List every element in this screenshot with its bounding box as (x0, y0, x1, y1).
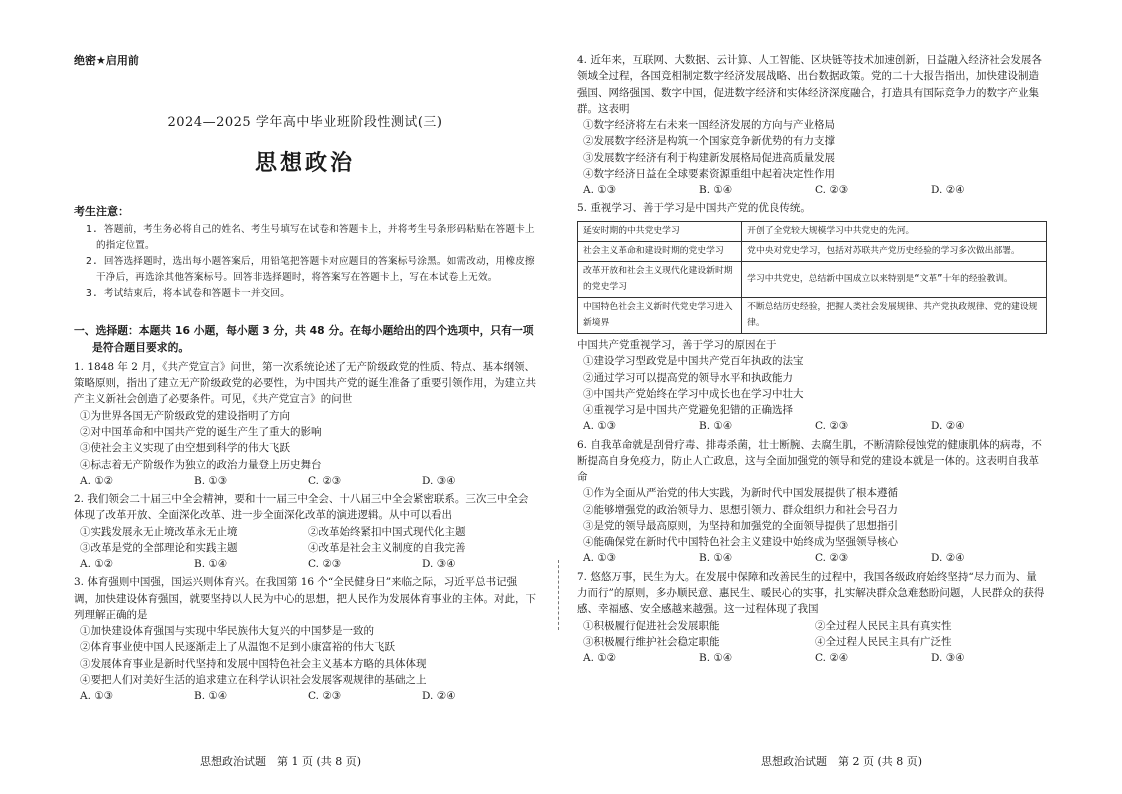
option: ④数字经济日益在全球要素资源重组中起着决定性作用 (583, 167, 835, 180)
choice-a: A. ①③ (583, 420, 617, 433)
confidential-label: 绝密★启用前 (74, 54, 139, 67)
option: ④改革是社会主义制度的自我完善 (308, 541, 466, 554)
choice-b: B. ①④ (699, 184, 733, 197)
table-cell: 延安时期的中共党史学习 (578, 221, 742, 241)
option: ②对中国革命和中国共产党的诞生产生了重大的影响 (80, 426, 322, 438)
question-2 (74, 491, 536, 572)
answer-choices (74, 556, 536, 572)
table-cell: 不断总结历史经验，把握人类社会发展规律、共产党执政规律、党的建设规律。 (742, 298, 1047, 334)
question-prompt: 中国共产党重视学习，善于学习的原因在于 (577, 339, 777, 351)
choice-b: B. ①④ (699, 420, 733, 433)
page-footer: 思想政治试题 第 1 页 (共 8 页) (199, 755, 362, 768)
choice-d: D. ③④ (931, 652, 965, 665)
question-7 (577, 569, 1047, 667)
note-item: 3. 考试结束后，将本试卷和答题卡一并交回。 (86, 287, 291, 299)
table-row (578, 262, 1047, 298)
table-row (578, 221, 1047, 241)
option: ①作为全面从严治党的伟大实践，为新时代中国发展提供了根本遵循 (583, 487, 898, 500)
option: ④要把人们对美好生活的追求建立在科学认识社会发展客观规律的基础之上 (80, 673, 427, 686)
choice-c: C. ②④ (815, 652, 849, 665)
note-item: 2. 回答选择题时，选出每小题答案后，用铅笔把答题卡对应题目的答案标号涂黑。如需改动，用橡皮擦干净后，再选涂其他答案标号。回答非选择题时，将答案写在答题卡上，写在本试卷上无效。 (86, 255, 535, 283)
option-row (577, 618, 1047, 634)
question-4 (577, 52, 1047, 198)
option-row (74, 540, 536, 556)
choice-c: C. ②③ (308, 474, 342, 487)
option: ③改革是党的全部理论和实践主题 (80, 541, 238, 554)
right-column (577, 50, 1047, 666)
table-cell: 学习中共党史，总结新中国成立以来特别是“文革”十年的经验教训。 (742, 262, 1047, 298)
section-heading: 一、选择题：本题共 16 小题，每小题 3 分，共 48 分。在每小题给出的四个选项中，只有一项是符合题目要求的。 (74, 324, 534, 355)
question-stem: 4. 近年来，互联网、大数据、云计算、人工智能、区块链等技术加速创新，日益融入经济社会发展各领域全过程，各国竞相制定数字经济发展战略、出台数据政策。党的二十大报告指出，加快建设制造强国、网络强国、数字中国，促进数字经济和实体经济深度融合，打造具有国际竞争力的数字产业集群。这表明 (577, 54, 1042, 115)
table-row (578, 298, 1047, 334)
question-stem: 1. 1848 年 2 月，《共产党宣言》问世，第一次系统论述了无产阶级政党的性质、特点、基本纲领、策略原则，指出了建立无产阶级政党的必要性，为中国共产党的诞生准备了重要引领作用，为建立共产主义新社会创造了必要条件。可见，《共产党宣言》的问世 (74, 360, 536, 406)
question-stem: 6. 自我革命就是刮骨疗毒、排毒杀菌，壮士断腕、去腐生肌，不断清除侵蚀党的健康肌体的病毒，不断提高自身免疫力，防止人亡政息，这与全面加强党的领导和党的建设本就是一体的。这表明自我革命 (577, 438, 1042, 484)
answer-choices (577, 550, 1047, 566)
table-cell: 社会主义革命和建设时期的党史学习 (578, 242, 742, 262)
notes-list (74, 222, 536, 301)
option: ③发展体育事业是新时代坚持和发展中国特色社会主义基本方略的具体体现 (80, 657, 427, 670)
choice-c: C. ②③ (308, 690, 342, 703)
option: ②能够增强党的政治领导力、思想引领力、群众组织力和社会号召力 (583, 503, 898, 516)
choice-c: C. ②③ (815, 420, 849, 433)
option: ②全过程人民民主具有真实性 (815, 619, 952, 632)
table-cell: 改革开放和社会主义现代化建设新时期的党史学习 (578, 262, 742, 298)
choice-d: D. ②④ (422, 690, 456, 703)
option-row (74, 524, 536, 540)
option: ④重视学习是中国共产党避免犯错的正确选择 (583, 404, 793, 417)
option-row (577, 634, 1047, 650)
answer-choices (74, 688, 536, 704)
choice-b: B. ①④ (699, 552, 733, 565)
option: ④全过程人民民主具有广泛性 (815, 635, 952, 648)
option: ②发展数字经济是构筑一个国家竞争新优势的有力支撑 (583, 135, 835, 148)
left-column (74, 50, 536, 705)
option: ①加快建设体育强国与实现中华民族伟大复兴的中国梦是一致的 (80, 625, 374, 638)
choice-d: D. ②④ (931, 184, 965, 197)
question-stem: 3. 体育强则中国强，国运兴则体育兴。在我国第 16 个“全民健身日”来临之际，习近平总书记强调，加快建设体育强国，就要坚持以人民为中心的思想，把人民作为发展体育事业的主体。对此，下列理解正确的是 (74, 576, 536, 621)
question-stem: 2. 我们领会二十届三中全会精神，要和十一届三中全会、十八届三中全会紧密联系。三次三中全会体现了改革开放、全面深化改革、进一步全面深化改革的演进逻辑。从中可以看出 (74, 493, 529, 522)
exam-title: 2024—2025 学年高中毕业班阶段性测试(三) (167, 115, 443, 131)
option: ②改革始终紧扣中国式现代化主题 (308, 525, 466, 538)
option: ③中国共产党始终在学习中成长也在学习中壮大 (583, 387, 804, 400)
option: ③使社会主义实现了由空想到科学的伟大飞跃 (80, 442, 290, 455)
question-stem: 5. 重视学习、善于学习是中国共产党的优良传统。 (577, 202, 811, 215)
choice-b: B. ①④ (699, 652, 733, 665)
choice-c: C. ②③ (308, 558, 342, 571)
question-6 (577, 437, 1047, 567)
option: ①数字经济将左右未来一国经济发展的方向与产业格局 (583, 119, 835, 132)
choice-a: A. ①③ (80, 690, 114, 703)
choice-b: B. ①④ (194, 558, 228, 571)
choice-a: A. ①③ (583, 184, 617, 197)
table-row (578, 242, 1047, 262)
choice-d: D. ③④ (422, 474, 456, 487)
option: ③积极履行维护社会稳定职能 (583, 635, 720, 648)
option: ①为世界各国无产阶级政党的建设指明了方向 (80, 409, 290, 422)
option: ①积极履行促进社会发展职能 (583, 619, 720, 632)
subject-title: 思想政治 (254, 151, 355, 177)
choice-a: A. ①② (80, 474, 114, 487)
option: ①实践发展永无止境改革永无止境 (80, 525, 238, 538)
option: ④标志着无产阶级作为独立的政治力量登上历史舞台 (80, 458, 322, 471)
choice-a: A. ①③ (583, 552, 617, 565)
answer-choices (577, 650, 1047, 666)
option: ①建设学习型政党是中国共产党百年执政的法宝 (583, 355, 804, 368)
option: ③是党的领导最高原则，为坚持和加强党的全面领导提供了思想指引 (583, 519, 898, 532)
notes-heading: 考生注意： (74, 205, 129, 219)
choice-c: C. ②③ (815, 552, 849, 565)
option: ②体育事业使中国人民逐渐走上了从温饱不足到小康富裕的伟大飞跃 (80, 641, 395, 654)
question-1 (74, 359, 536, 489)
right-page (561, 0, 1122, 794)
choice-d: D. ②④ (931, 420, 965, 433)
question-stem: 7. 悠悠万事，民生为大。在发展中保障和改善民生的过程中，我国各级政府始终坚持“尽力而为、量力而行”的原则，多办顺民意、惠民生、暖民心的实事，扎实解决群众急难愁盼问题，人民群众的获得感、幸福感、安全感越来越强。这一过程体现了我国 (577, 570, 1045, 616)
answer-choices (74, 473, 536, 489)
table-cell: 中国特色社会主义新时代党史学习进入新境界 (578, 298, 742, 334)
choice-b: B. ①③ (194, 474, 228, 487)
note-item: 1. 答题前，考生务必将自己的姓名、考生号填写在试卷和答题卡上，并将考生号条形码粘贴在答题卡上的指定位置。 (86, 224, 535, 252)
party-history-table (577, 221, 1047, 334)
answer-choices (577, 418, 1047, 434)
choice-a: A. ①② (583, 652, 617, 665)
question-3 (74, 574, 536, 704)
choice-d: D. ②④ (931, 552, 965, 565)
option: ②通过学习可以提高党的领导水平和执政能力 (583, 371, 793, 384)
page-divider (558, 560, 559, 630)
table-cell: 开创了全党较大规模学习中共党史的先河。 (742, 221, 1047, 241)
choice-d: D. ③④ (422, 558, 456, 571)
question-5 (577, 200, 1047, 434)
page-footer: 思想政治试题 第 2 页 (共 8 页) (760, 755, 923, 768)
answer-choices (577, 182, 1047, 198)
choice-c: C. ②③ (815, 184, 849, 197)
option: ③发展数字经济有利于构建新发展格局促进高质量发展 (583, 151, 835, 164)
choice-a: A. ①② (80, 558, 114, 571)
table-cell: 党中央对党史学习，包括对苏联共产党历史经验的学习多次做出部署。 (742, 242, 1047, 262)
option: ④能确保党在新时代中国特色社会主义建设中始终成为坚强领导核心 (583, 536, 898, 549)
choice-b: B. ①④ (194, 690, 228, 703)
